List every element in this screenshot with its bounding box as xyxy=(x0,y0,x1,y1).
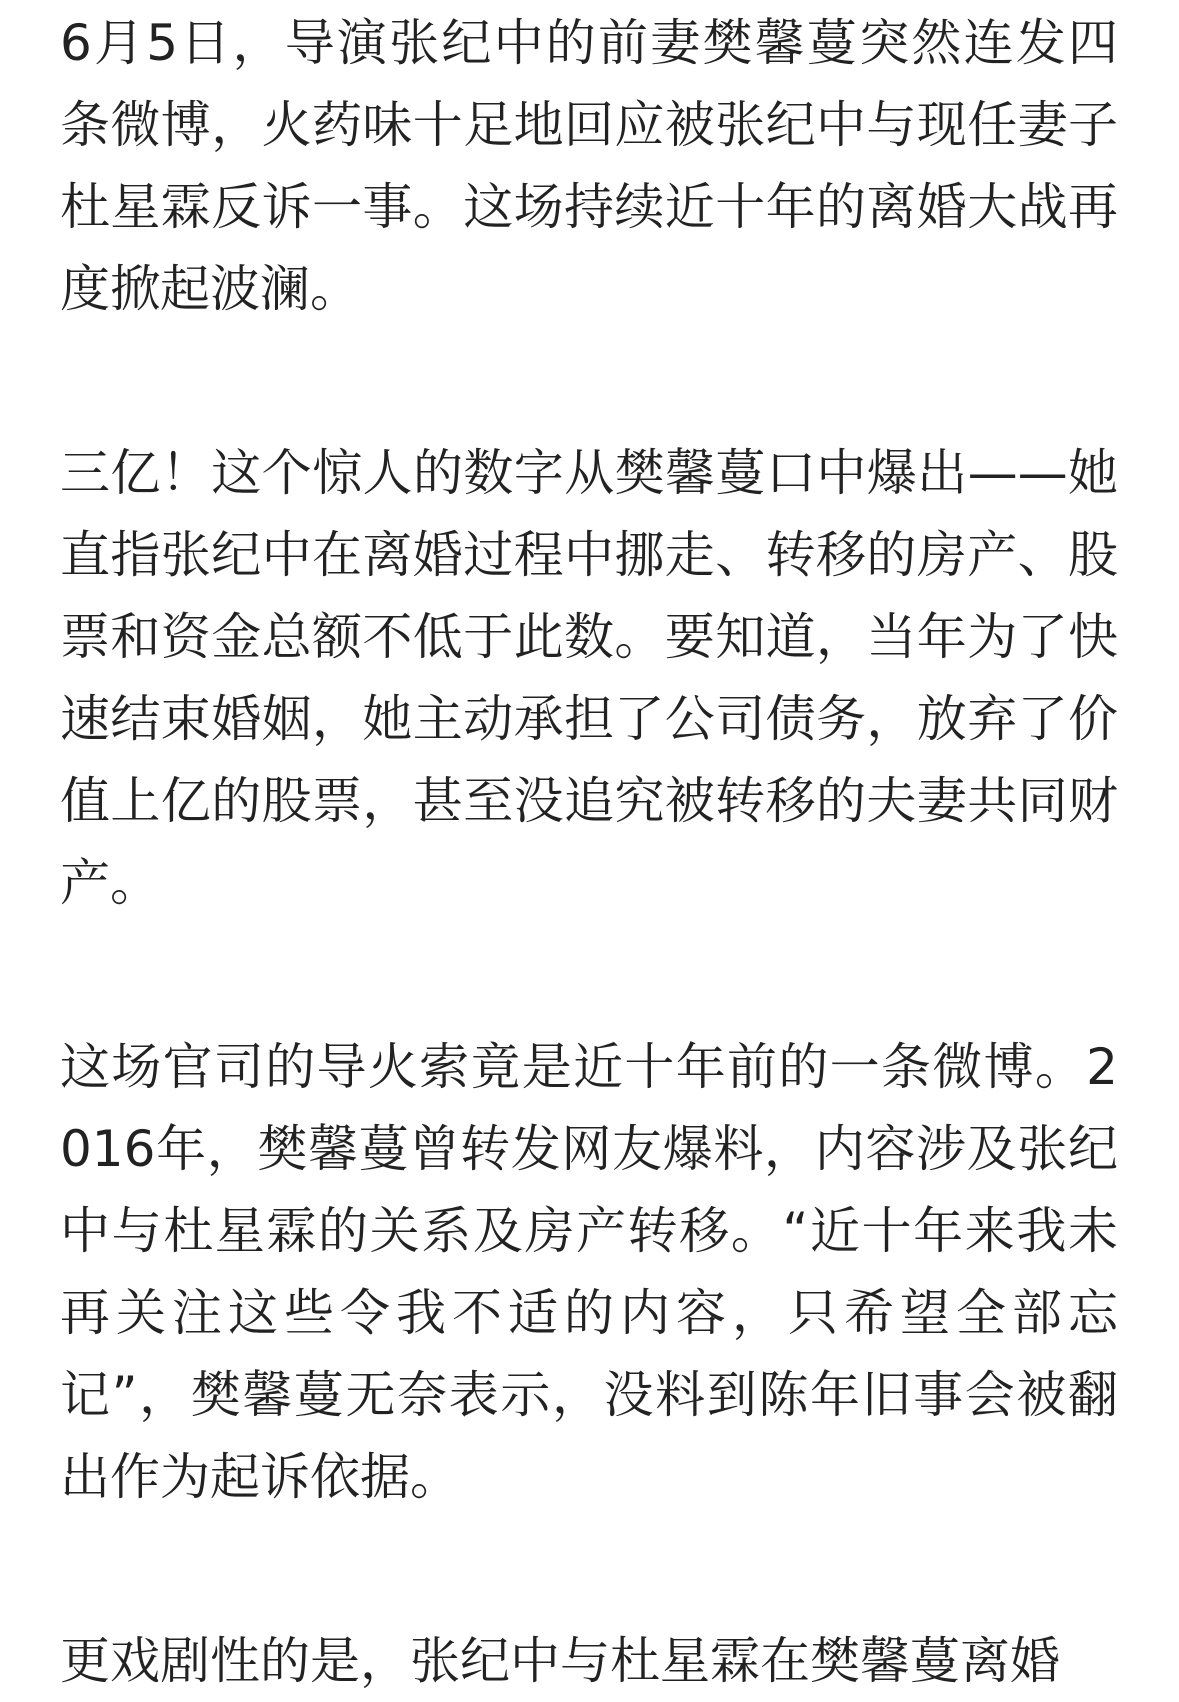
article-paragraph-4: 更戏剧性的是，张纪中与杜星霖在樊馨蔓离婚 xyxy=(60,1632,1060,1690)
article-paragraph-2: 三亿！这个惊人的数字从樊馨蔓口中爆出——她直指张纪中在离婚过程中挪走、转移的房产、股票和资金总额不低于此数。要知道，当年为了快速结束婚姻，她主动承担了公司债务，放弃了价值上亿的股票，甚至没追究被转移的夫妻共同财产。 xyxy=(60,444,1118,912)
article-body xyxy=(60,2,1118,1702)
article-paragraph-1: 6月5日，导演张纪中的前妻樊馨蔓突然连发四条微博，火药味十足地回应被张纪中与现任妻子杜星霖反诉一事。这场持续近十年的离婚大战再度掀起波澜。 xyxy=(60,14,1118,318)
article-paragraph-3: 这场官司的导火索竟是近十年前的一条微博。2016年，樊馨蔓曾转发网友爆料，内容涉及张纪中与杜星霖的关系及房产转移。“近十年来我未再关注这些令我不适的内容，只希望全部忘记”，樊馨蔓无奈表示，没料到陈年旧事会被翻出作为起诉依据。 xyxy=(60,1038,1118,1506)
